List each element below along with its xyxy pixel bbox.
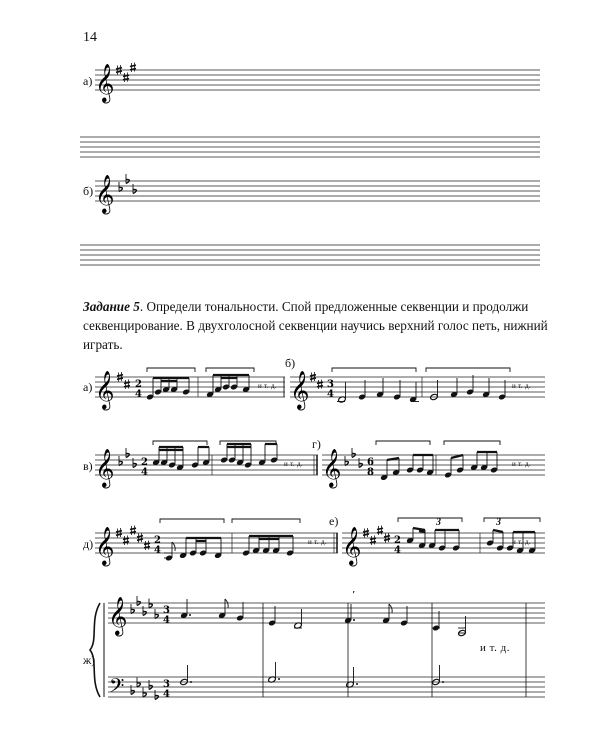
grand-staff-treble <box>108 603 545 623</box>
etc-b: и т. д. <box>512 382 531 390</box>
flat-icon <box>359 458 362 468</box>
flat-icon <box>155 609 158 619</box>
exercise-label-b: б) <box>83 184 94 198</box>
treble-clef-icon: 𝄞 <box>95 370 115 409</box>
staff-example-a <box>95 377 285 397</box>
treble-clef-icon: 𝄞 <box>108 596 128 635</box>
example-label-zh: ж) <box>83 653 96 667</box>
etc-g: и т. д. <box>512 460 531 468</box>
sharp-icon <box>123 536 129 546</box>
time-signature-bottom: 4 <box>394 545 401 556</box>
flat-icon <box>133 184 136 194</box>
flat-icon <box>352 448 355 458</box>
time-signature-bottom: 4 <box>154 545 161 556</box>
example-label-d: д) <box>83 537 94 551</box>
staff-writing-blank <box>80 137 540 157</box>
notes-v <box>152 457 278 471</box>
time-signature-top: 3 <box>327 379 334 390</box>
treble-clef-icon: 𝄞 <box>95 526 115 565</box>
grand-staff-bass <box>108 677 545 697</box>
sharp-icon <box>144 541 150 551</box>
flat-icon <box>131 604 134 614</box>
time-signature-bottom: 8 <box>367 467 374 478</box>
time-signature-top: 3 <box>163 605 170 616</box>
stems-a <box>147 368 254 397</box>
sharp-icon <box>124 380 130 390</box>
notes-g <box>380 464 498 481</box>
staff-example-g <box>322 455 545 475</box>
flat-icon <box>155 690 158 700</box>
triplet-mark: 3 <box>496 517 501 528</box>
stems-zh-bass <box>188 662 440 685</box>
example-label-v: в) <box>83 459 93 473</box>
flat-icon <box>126 448 129 458</box>
brace-icon <box>90 603 100 697</box>
treble-clef-icon: 𝄞 <box>95 448 115 487</box>
notes-zh-treble <box>180 612 466 637</box>
time-signature-top: 3 <box>163 679 170 690</box>
flat-icon <box>119 456 122 466</box>
staff-writing-b <box>95 181 540 201</box>
time-signature-top: 6 <box>367 457 374 468</box>
time-signature-bottom: 4 <box>163 689 170 700</box>
treble-clef-icon: 𝄞 <box>95 63 115 102</box>
staff-example-v <box>95 455 318 475</box>
sharp-icon <box>377 526 383 536</box>
etc-a: и т. д. <box>258 382 277 390</box>
staff-example-d <box>95 533 338 553</box>
time-signature-top: 2 <box>135 379 142 390</box>
flat-icon <box>126 174 129 184</box>
sharp-icon <box>130 526 136 536</box>
treble-clef-icon: 𝄞 <box>322 448 342 487</box>
triplet-mark: 3 <box>436 517 441 528</box>
stems-d <box>160 519 300 558</box>
treble-clef-icon: 𝄞 <box>95 174 115 213</box>
time-signature-bottom: 4 <box>327 389 334 400</box>
time-signature-bottom: 4 <box>163 615 170 626</box>
flat-icon <box>119 182 122 192</box>
flat-icon <box>131 685 134 695</box>
notes-d <box>165 547 294 561</box>
etc-e: и т. д. <box>512 538 531 546</box>
flat-icon <box>345 456 348 466</box>
time-signature-top: 2 <box>141 457 148 468</box>
sharp-icon <box>130 63 136 73</box>
example-label-a: а) <box>83 380 93 394</box>
staff-writing-blank <box>80 245 540 265</box>
staff-writing-a <box>95 70 540 90</box>
page-number: 14 <box>83 30 97 45</box>
stems-b <box>332 368 510 402</box>
bass-clef-icon: 𝄢 <box>109 674 125 702</box>
flat-icon <box>143 606 146 616</box>
etc-v: и т. д. <box>284 460 303 468</box>
exercise-label-a: а) <box>83 74 93 88</box>
stems-zh-treble <box>187 599 466 633</box>
flat-icon <box>137 596 140 606</box>
time-signature-bottom: 4 <box>141 467 148 478</box>
sharp-icon <box>317 380 323 390</box>
flat-icon <box>149 680 152 690</box>
notes-e <box>406 537 536 554</box>
time-signature-top: 2 <box>394 535 401 546</box>
time-signature-bottom: 4 <box>135 389 142 400</box>
task-title: Задание 5 <box>83 299 140 314</box>
example-label-e: е) <box>329 514 339 528</box>
example-label-g: г) <box>312 437 321 451</box>
sharp-icon <box>123 73 129 83</box>
treble-clef-icon: 𝄞 <box>290 370 310 409</box>
treble-clef-icon: 𝄞 <box>342 526 362 565</box>
etc-zh: и т. д. <box>480 642 510 654</box>
sharp-icon <box>370 536 376 546</box>
task-text: . Определи тональности. Спой предложенные секвенции и продолжи секвенцирование. В двухголосной секвенции научись верхний голос петь, нижний играть. <box>83 299 548 352</box>
example-label-b: б) <box>285 356 296 370</box>
etc-d: и т. д. <box>308 538 327 546</box>
time-signature-top: 2 <box>154 535 161 546</box>
flat-icon <box>133 458 136 468</box>
breath-mark-icon: ’ <box>352 590 356 601</box>
